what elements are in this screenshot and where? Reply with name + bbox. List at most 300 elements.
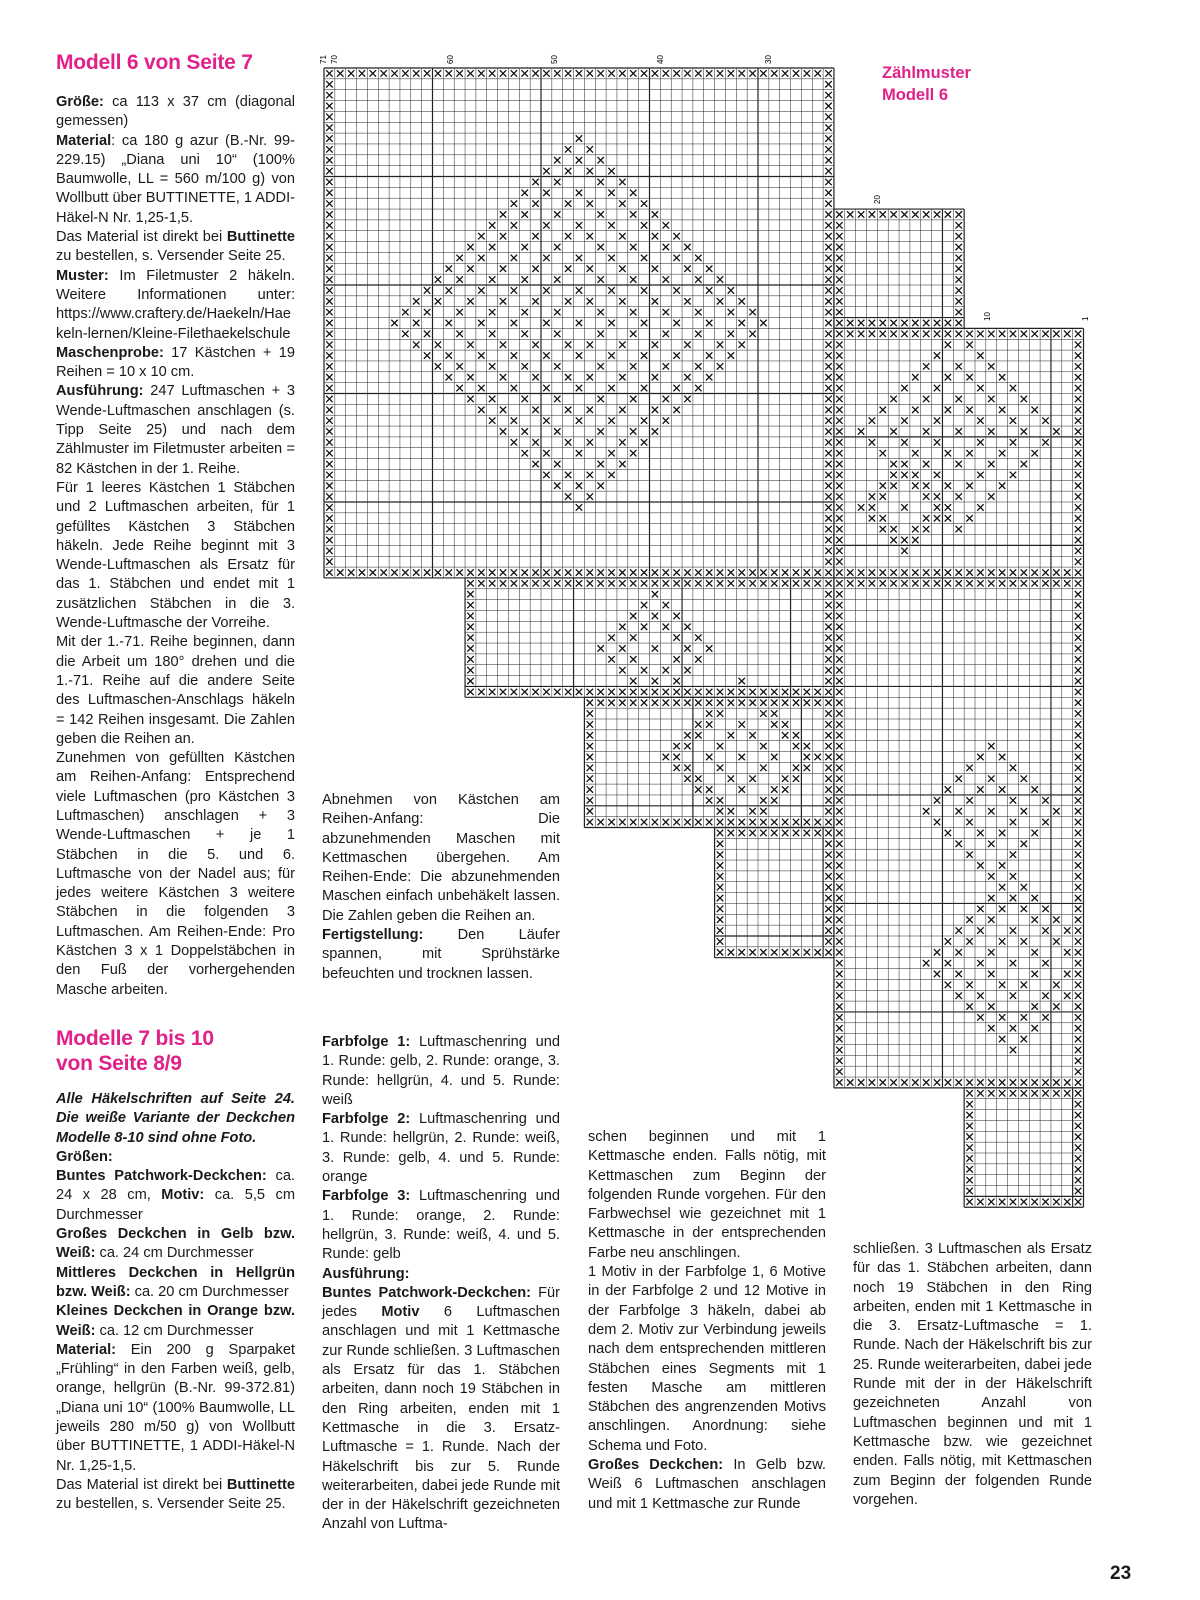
filled-cell-cross	[500, 580, 506, 586]
filled-cell-cross	[706, 721, 712, 727]
filled-cell-cross	[511, 287, 517, 293]
filled-cell-cross	[576, 504, 582, 510]
filled-cell-cross	[793, 70, 799, 76]
filled-cell-cross	[1075, 1177, 1081, 1183]
filled-cell-cross	[446, 374, 452, 380]
filled-cell-cross	[608, 417, 614, 423]
filled-cell-cross	[836, 819, 842, 825]
filled-cell-cross	[348, 70, 354, 76]
filled-cell-cross	[749, 775, 755, 781]
filled-cell-cross	[749, 70, 755, 76]
filled-cell-cross	[836, 992, 842, 998]
filled-cell-cross	[554, 689, 560, 695]
filled-cell-cross	[684, 580, 690, 586]
filled-cell-cross	[999, 331, 1005, 337]
filled-cell-cross	[836, 428, 842, 434]
filled-cell-cross	[597, 244, 603, 250]
filled-cell-cross	[413, 320, 419, 326]
filled-cell-cross	[435, 276, 441, 282]
filled-cell-cross	[1075, 884, 1081, 890]
filled-cell-cross	[1075, 895, 1081, 901]
filled-cell-cross	[869, 320, 875, 326]
filled-cell-cross	[652, 428, 658, 434]
filled-cell-cross	[608, 580, 614, 586]
filled-cell-cross	[554, 276, 560, 282]
filled-cell-cross	[706, 689, 712, 695]
filled-cell-cross	[814, 830, 820, 836]
filled-cell-cross	[901, 580, 907, 586]
filled-cell-cross	[988, 1079, 994, 1085]
filled-cell-cross	[326, 233, 332, 239]
filled-cell-cross	[706, 374, 712, 380]
filled-cell-cross	[326, 472, 332, 478]
filled-cell-cross	[1053, 1079, 1059, 1085]
filled-cell-cross	[836, 1058, 842, 1064]
filled-cell-cross	[836, 385, 842, 391]
filled-cell-cross	[565, 580, 571, 586]
filled-cell-cross	[1010, 1079, 1016, 1085]
filled-cell-cross	[608, 700, 614, 706]
filled-cell-cross	[446, 352, 452, 358]
filled-cell-cross	[684, 396, 690, 402]
filled-cell-cross	[652, 580, 658, 586]
filled-cell-cross	[934, 819, 940, 825]
filled-cell-cross	[1021, 906, 1027, 912]
filled-cell-cross	[825, 862, 831, 868]
filled-cell-cross	[966, 1090, 972, 1096]
filled-cell-cross	[1031, 407, 1037, 413]
filled-cell-cross	[836, 667, 842, 673]
filled-cell-cross	[1075, 461, 1081, 467]
filled-cell-cross	[326, 146, 332, 152]
filled-cell-cross	[717, 689, 723, 695]
filled-cell-cross	[880, 569, 886, 575]
filled-cell-cross	[413, 70, 419, 76]
filled-cell-cross	[934, 1079, 940, 1085]
filled-cell-cross	[836, 1014, 842, 1020]
filled-cell-cross	[608, 450, 614, 456]
filled-cell-cross	[1075, 428, 1081, 434]
filled-cell-cross	[619, 667, 625, 673]
filled-cell-cross	[999, 982, 1005, 988]
filled-cell-cross	[576, 222, 582, 228]
filled-cell-cross	[977, 504, 983, 510]
filled-cell-cross	[326, 363, 332, 369]
filled-cell-cross	[847, 320, 853, 326]
filled-cell-cross	[1010, 797, 1016, 803]
filled-cell-cross	[836, 472, 842, 478]
filled-cell-cross	[988, 808, 994, 814]
filled-cell-cross	[1053, 569, 1059, 575]
filled-cell-cross	[728, 580, 734, 586]
filled-cell-cross	[945, 580, 951, 586]
filled-cell-cross	[825, 168, 831, 174]
filled-cell-cross	[836, 1025, 842, 1031]
filled-cell-cross	[608, 656, 614, 662]
filled-cell-cross	[901, 320, 907, 326]
filled-cell-cross	[597, 645, 603, 651]
filled-cell-cross	[749, 580, 755, 586]
filled-cell-cross	[543, 320, 549, 326]
filled-cell-cross	[825, 385, 831, 391]
filled-cell-cross	[825, 407, 831, 413]
filled-cell-cross	[1075, 721, 1081, 727]
filled-cell-cross	[587, 569, 593, 575]
filled-cell-cross	[793, 700, 799, 706]
filled-cell-cross	[326, 450, 332, 456]
filled-cell-cross	[554, 580, 560, 586]
filled-cell-cross	[934, 515, 940, 521]
filled-cell-cross	[608, 255, 614, 261]
filled-cell-cross	[956, 309, 962, 315]
filled-cell-cross	[500, 211, 506, 217]
filled-cell-cross	[1075, 1123, 1081, 1129]
filled-cell-cross	[695, 656, 701, 662]
filled-cell-cross	[836, 287, 842, 293]
filled-cell-cross	[749, 949, 755, 955]
filled-cell-cross	[641, 352, 647, 358]
filled-cell-cross	[945, 483, 951, 489]
filled-cell-cross	[576, 569, 582, 575]
filled-cell-cross	[956, 331, 962, 337]
filled-cell-cross	[1075, 602, 1081, 608]
filled-cell-cross	[652, 819, 658, 825]
filled-cell-cross	[977, 472, 983, 478]
filled-cell-cross	[836, 580, 842, 586]
filled-cell-cross	[522, 689, 528, 695]
filled-cell-cross	[956, 992, 962, 998]
filled-cell-cross	[543, 569, 549, 575]
filled-cell-cross	[706, 287, 712, 293]
filled-cell-cross	[359, 70, 365, 76]
filled-cell-cross	[771, 710, 777, 716]
filled-cell-cross	[532, 341, 538, 347]
filled-cell-cross	[836, 754, 842, 760]
filled-cell-cross	[446, 287, 452, 293]
filled-cell-cross	[1075, 917, 1081, 923]
filled-cell-cross	[1075, 1058, 1081, 1064]
filled-cell-cross	[717, 700, 723, 706]
filled-cell-cross	[663, 754, 669, 760]
filled-cell-cross	[825, 797, 831, 803]
filled-cell-cross	[597, 569, 603, 575]
sizes-label: Größen:	[56, 1148, 113, 1165]
filled-cell-cross	[825, 146, 831, 152]
filled-cell-cross	[500, 569, 506, 575]
filled-cell-cross	[1075, 667, 1081, 673]
filled-cell-cross	[717, 841, 723, 847]
filled-cell-cross	[467, 70, 473, 76]
filled-cell-cross	[804, 743, 810, 749]
filled-cell-cross	[825, 765, 831, 771]
filled-cell-cross	[511, 222, 517, 228]
filled-cell-cross	[934, 211, 940, 217]
filled-cell-cross	[1010, 927, 1016, 933]
filled-cell-cross	[1010, 873, 1016, 879]
filled-cell-cross	[825, 917, 831, 923]
filled-cell-cross	[684, 819, 690, 825]
filled-cell-cross	[836, 971, 842, 977]
filled-cell-cross	[945, 960, 951, 966]
filled-cell-cross	[1075, 613, 1081, 619]
filled-cell-cross	[467, 645, 473, 651]
filled-cell-cross	[890, 569, 896, 575]
patchwork-label: Buntes Patchwork-Deckchen:	[322, 1284, 532, 1301]
filled-cell-cross	[825, 135, 831, 141]
filled-cell-cross	[847, 211, 853, 217]
filled-cell-cross	[934, 580, 940, 586]
filled-cell-cross	[511, 352, 517, 358]
filled-cell-cross	[587, 743, 593, 749]
filled-cell-cross	[1064, 1079, 1070, 1085]
filled-cell-cross	[543, 689, 549, 695]
filled-cell-cross	[804, 754, 810, 760]
filled-cell-cross	[1053, 917, 1059, 923]
filled-cell-cross	[695, 700, 701, 706]
filled-cell-cross	[1075, 873, 1081, 879]
filled-cell-cross	[630, 428, 636, 434]
filled-cell-cross	[630, 396, 636, 402]
filled-cell-cross	[825, 808, 831, 814]
filled-cell-cross	[489, 70, 495, 76]
filled-cell-cross	[999, 569, 1005, 575]
filled-cell-cross	[652, 407, 658, 413]
filled-cell-cross	[500, 407, 506, 413]
filled-cell-cross	[619, 298, 625, 304]
filled-cell-cross	[435, 298, 441, 304]
filled-cell-cross	[739, 678, 745, 684]
filled-cell-cross	[836, 439, 842, 445]
filled-cell-cross	[1064, 1199, 1070, 1205]
filled-cell-cross	[424, 331, 430, 337]
filled-cell-cross	[522, 309, 528, 315]
filled-cell-cross	[641, 689, 647, 695]
filled-cell-cross	[326, 124, 332, 130]
filled-cell-cross	[1075, 624, 1081, 630]
filled-cell-cross	[825, 602, 831, 608]
filled-cell-cross	[760, 797, 766, 803]
filled-cell-cross	[1010, 385, 1016, 391]
filled-cell-cross	[532, 70, 538, 76]
filled-cell-cross	[1075, 700, 1081, 706]
filled-cell-cross	[1021, 461, 1027, 467]
filled-cell-cross	[1021, 938, 1027, 944]
filled-cell-cross	[836, 1047, 842, 1053]
filled-cell-cross	[597, 157, 603, 163]
filled-cell-cross	[630, 700, 636, 706]
filled-cell-cross	[825, 341, 831, 347]
filled-cell-cross	[608, 168, 614, 174]
filled-cell-cross	[836, 960, 842, 966]
filled-cell-cross	[478, 352, 484, 358]
filled-cell-cross	[825, 927, 831, 933]
filled-cell-cross	[1075, 938, 1081, 944]
filled-cell-cross	[663, 602, 669, 608]
filled-cell-cross	[1075, 385, 1081, 391]
filled-cell-cross	[782, 689, 788, 695]
filled-cell-cross	[1075, 797, 1081, 803]
filled-cell-cross	[1031, 580, 1037, 586]
filled-cell-cross	[576, 385, 582, 391]
filled-cell-cross	[988, 1003, 994, 1009]
filled-cell-cross	[565, 439, 571, 445]
row-label-10: 10	[983, 312, 992, 321]
filled-cell-cross	[999, 1036, 1005, 1042]
filled-cell-cross	[532, 689, 538, 695]
size-label: Größe:	[56, 94, 104, 110]
filled-cell-cross	[836, 830, 842, 836]
filled-cell-cross	[391, 70, 397, 76]
filled-cell-cross	[836, 396, 842, 402]
filled-cell-cross	[1075, 591, 1081, 597]
filled-cell-cross	[858, 428, 864, 434]
filled-cell-cross	[739, 70, 745, 76]
filled-cell-cross	[1075, 363, 1081, 369]
filled-cell-cross	[1010, 331, 1016, 337]
filled-cell-cross	[782, 819, 788, 825]
filled-cell-cross	[619, 233, 625, 239]
filled-cell-cross	[380, 569, 386, 575]
filled-cell-cross	[912, 537, 918, 543]
filled-cell-cross	[825, 255, 831, 261]
filled-cell-cross	[1075, 504, 1081, 510]
exec-label: Ausführung:	[56, 383, 144, 400]
filled-cell-cross	[489, 363, 495, 369]
finish-label: Fertigstellung:	[322, 927, 424, 944]
filled-cell-cross	[597, 580, 603, 586]
filled-cell-cross	[825, 656, 831, 662]
filled-cell-cross	[565, 493, 571, 499]
filled-cell-cross	[977, 992, 983, 998]
filled-cell-cross	[836, 927, 842, 933]
filled-cell-cross	[326, 103, 332, 109]
filled-cell-cross	[739, 569, 745, 575]
filled-cell-cross	[999, 407, 1005, 413]
filled-cell-cross	[966, 515, 972, 521]
filled-cell-cross	[988, 580, 994, 586]
filled-cell-cross	[370, 70, 376, 76]
filled-cell-cross	[597, 211, 603, 217]
filled-cell-cross	[1042, 797, 1048, 803]
filled-cell-cross	[1075, 1079, 1081, 1085]
filled-cell-cross	[587, 472, 593, 478]
filled-cell-cross	[814, 754, 820, 760]
filled-cell-cross	[1021, 1079, 1027, 1085]
filled-cell-cross	[1075, 1047, 1081, 1053]
filled-cell-cross	[684, 732, 690, 738]
filled-cell-cross	[1075, 765, 1081, 771]
filled-cell-cross	[565, 200, 571, 206]
filled-cell-cross	[901, 211, 907, 217]
filled-cell-cross	[728, 808, 734, 814]
filled-cell-cross	[467, 613, 473, 619]
filled-cell-cross	[608, 352, 614, 358]
filled-cell-cross	[966, 917, 972, 923]
filled-cell-cross	[836, 1068, 842, 1074]
filled-cell-cross	[706, 266, 712, 272]
filled-cell-cross	[825, 352, 831, 358]
patchwork-text-b: 6 Luftmaschen anschlagen und mit 1 Kettmasche zur Runde schließen. 3 Luftmaschen als Ersatz für das 1. Stäbchen arbeiten, dann noch 19 Stäbchen in den Ring arbeiten, enden mit 1 Kettmasche in die 3. Ersatz-Luftmasche = 1. Runde. Nach der Häkelschrift bis zur 5. Runde weiterarbeiten, dabei jede Runde mit der in der Häkelschrift gezeichneten Anzahl von Luftma-	[322, 1304, 560, 1533]
filled-cell-cross	[804, 819, 810, 825]
filled-cell-cross	[814, 949, 820, 955]
filled-cell-cross	[923, 960, 929, 966]
filled-cell-cross	[326, 493, 332, 499]
material-text: : ca 180 g azur (B.-Nr. 99-229.15) „Diana uni 10“ (100% Baumwolle, LL = 560 m/100 g) von Wollbutt über BUTTINETTE, 1 ADDI-Häkel-N Nr. 1,25-1,5.	[56, 132, 295, 226]
filled-cell-cross	[717, 765, 723, 771]
filled-cell-cross	[554, 461, 560, 467]
filled-cell-cross	[1010, 895, 1016, 901]
filled-cell-cross	[467, 656, 473, 662]
filled-cell-cross	[326, 374, 332, 380]
filled-cell-cross	[1075, 841, 1081, 847]
filled-cell-cross	[825, 667, 831, 673]
filled-cell-cross	[337, 569, 343, 575]
filled-cell-cross	[467, 244, 473, 250]
filled-cell-cross	[587, 70, 593, 76]
filled-cell-cross	[500, 233, 506, 239]
filled-cell-cross	[608, 70, 614, 76]
filled-cell-cross	[1075, 1188, 1081, 1194]
filled-cell-cross	[619, 407, 625, 413]
filled-cell-cross	[587, 580, 593, 586]
farbfolge-2-text: Luftmaschenring und 1. Runde: hellgrün, 2. Runde: weiß, 3. Runde: gelb, 4. und 5. Runde: orange	[322, 1111, 561, 1186]
filled-cell-cross	[597, 363, 603, 369]
filled-cell-cross	[1042, 960, 1048, 966]
filled-cell-cross	[402, 70, 408, 76]
filled-cell-cross	[370, 569, 376, 575]
filled-cell-cross	[500, 689, 506, 695]
filled-cell-cross	[652, 700, 658, 706]
filled-cell-cross	[587, 146, 593, 152]
filled-cell-cross	[966, 1188, 972, 1194]
filled-cell-cross	[326, 135, 332, 141]
filled-cell-cross	[836, 450, 842, 456]
filled-cell-cross	[999, 1014, 1005, 1020]
filled-cell-cross	[825, 417, 831, 423]
filled-cell-cross	[760, 743, 766, 749]
filled-cell-cross	[836, 266, 842, 272]
filled-cell-cross	[771, 797, 777, 803]
filled-cell-cross	[511, 569, 517, 575]
filled-cell-cross	[1042, 1090, 1048, 1096]
filled-cell-cross	[326, 222, 332, 228]
farbfolge-2-label: Farbfolge 2:	[322, 1111, 411, 1128]
filled-cell-cross	[424, 287, 430, 293]
filled-cell-cross	[966, 1144, 972, 1150]
filled-cell-cross	[413, 298, 419, 304]
filled-cell-cross	[489, 331, 495, 337]
filled-cell-cross	[706, 70, 712, 76]
filled-cell-cross	[804, 830, 810, 836]
filled-cell-cross	[977, 417, 983, 423]
filled-cell-cross	[999, 884, 1005, 890]
filled-cell-cross	[684, 624, 690, 630]
filled-cell-cross	[771, 689, 777, 695]
filled-cell-cross	[739, 721, 745, 727]
filled-cell-cross	[966, 819, 972, 825]
filled-cell-cross	[945, 982, 951, 988]
filled-cell-cross	[890, 483, 896, 489]
filled-cell-cross	[630, 190, 636, 196]
filled-cell-cross	[630, 569, 636, 575]
filled-cell-cross	[663, 222, 669, 228]
filled-cell-cross	[825, 92, 831, 98]
filled-cell-cross	[1075, 786, 1081, 792]
filled-cell-cross	[326, 526, 332, 532]
filled-cell-cross	[402, 569, 408, 575]
filled-cell-cross	[608, 569, 614, 575]
row-label-70: 70	[330, 55, 339, 64]
